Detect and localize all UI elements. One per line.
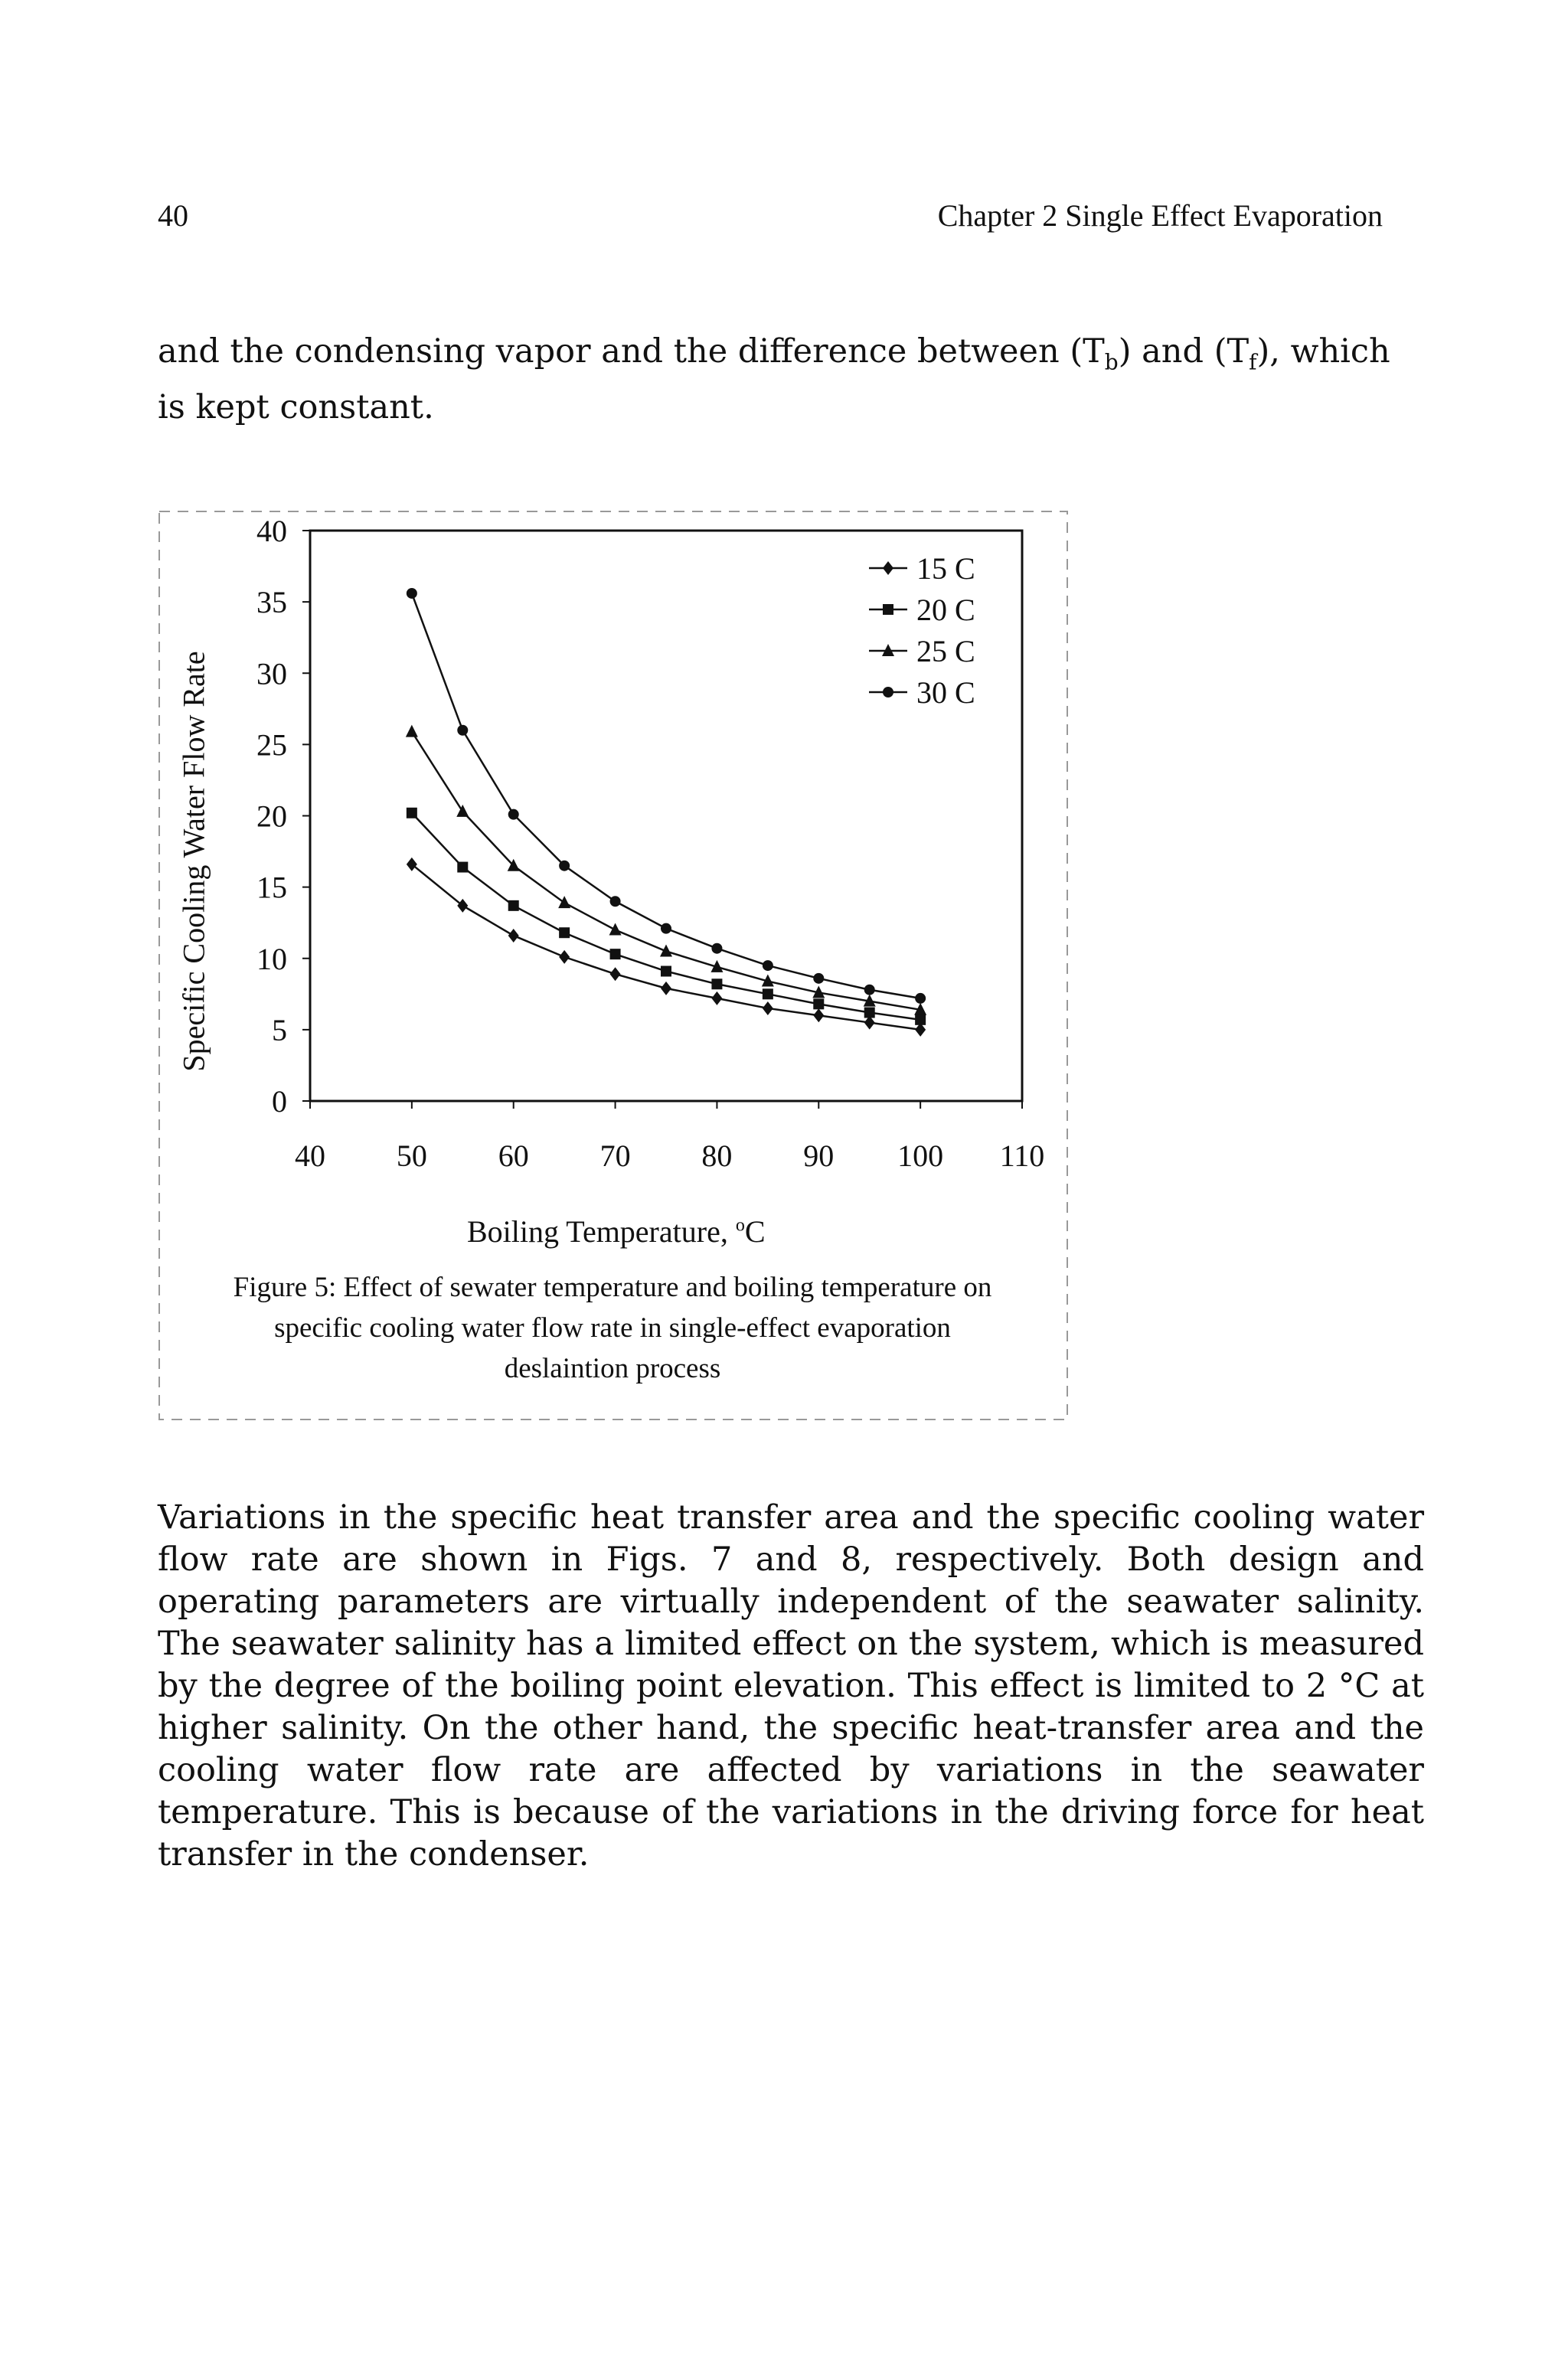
data-point-15-c [661,982,671,995]
y-tick-label: 5 [272,1012,287,1047]
data-point-20-c [763,988,773,999]
data-point-20-c [559,927,570,938]
legend-label-30-c: 30 C [916,675,975,710]
data-point-30-c [508,809,519,820]
legend-marker-15-c [883,561,893,575]
x-axis-label-text: Boiling Temperature, [467,1214,736,1249]
y-tick-label: 35 [256,585,287,620]
intro-sub-b: b [1104,349,1119,375]
legend-label-15-c: 15 C [916,551,975,586]
y-tick-label: 25 [256,727,287,763]
data-point-15-c [610,967,621,981]
data-point-15-c [407,858,417,871]
data-point-30-c [711,943,722,954]
data-point-30-c [915,993,926,1004]
legend-label-20-c: 20 C [916,593,975,627]
y-tick-label: 30 [256,656,287,691]
data-point-30-c [763,960,773,971]
data-point-15-c [559,950,570,964]
data-point-20-c [508,900,519,911]
data-point-20-c [864,1008,875,1018]
intro-part-2: ) and (T [1118,332,1250,371]
x-tick-label: 80 [701,1139,733,1173]
legend-label-25-c: 25 C [916,634,975,668]
data-point-20-c [407,808,417,818]
intro-part-3: ), which is kept constant. [158,332,1390,426]
x-axis-label [467,1214,766,1250]
data-point-20-c [457,862,468,873]
data-point-15-c [457,899,468,913]
y-tick-label: 15 [256,870,287,905]
x-tick-label: 60 [498,1139,529,1173]
data-point-15-c [813,1008,824,1022]
y-tick-label: 40 [256,514,287,548]
x-tick-label: 50 [396,1139,427,1173]
x-tick-label: 40 [295,1139,325,1173]
series-line-30-c [412,593,920,998]
running-title: Chapter 2 Single Effect Evaporation [937,198,1383,233]
body-paragraph: Variations in the specific heat transfer area and the specific cooling water flow rate are shown in Figs. 7 and 8, respectively. Both design and operating parameters are virtually independent of the seawater salinity. The seawater salinity has a limited effect on the system, which is measured by the degree of the boiling point elevation. This effect is limited to 2 °C at higher salinity. On the other hand, the specific heat-transfer area and the cooling water flow rate are affected by variations in the seawater temperature. This is because of the variations in the driving force for heat transfer in the condenser. [158,1498,1424,1874]
y-tick-label: 0 [272,1084,287,1119]
data-point-25-c [558,896,570,908]
y-axis-label-wrap [163,647,224,1076]
data-point-30-c [610,896,621,907]
data-point-30-c [813,973,824,984]
y-tick-label: 20 [256,799,287,834]
legend-marker-20-c [883,604,893,615]
data-point-15-c [763,1001,773,1015]
data-point-30-c [407,588,417,599]
y-axis-label: Specific Cooling Water Flow Rate [176,651,211,1072]
data-point-20-c [711,978,722,989]
data-point-20-c [813,998,824,1009]
data-point-30-c [457,725,468,736]
intro-part-1: and the condensing vapor and the difference between (T [158,332,1105,371]
x-tick-label: 90 [803,1139,835,1173]
y-tick-label: 10 [256,941,287,976]
x-axis [295,1101,1044,1173]
data-point-15-c [508,929,519,943]
page-number: 40 [158,198,188,233]
data-point-20-c [915,1014,926,1025]
data-point-20-c [610,949,621,959]
data-point-30-c [661,923,671,934]
x-axis-label-degree: o [735,1215,745,1236]
data-point-30-c [864,985,875,995]
series-layer [406,588,926,1037]
x-axis-label-unit: C [744,1214,766,1249]
y-axis [256,514,310,1119]
x-tick-label: 70 [599,1139,631,1173]
data-point-20-c [661,966,671,977]
data-point-30-c [559,861,570,871]
legend-marker-30-c [883,687,893,697]
data-point-15-c [711,992,722,1005]
data-point-25-c [406,725,418,737]
x-tick-label: 100 [897,1139,944,1173]
legend [869,551,975,710]
x-tick-label: 110 [999,1139,1045,1173]
intro-sub-f: f [1249,349,1257,375]
data-point-25-c [609,923,622,936]
figure-caption: Figure 5: Effect of sewater temperature and boiling temperature on specific cooling water flow rate in single-effect evaporation deslaintion process [233,1272,992,1384]
